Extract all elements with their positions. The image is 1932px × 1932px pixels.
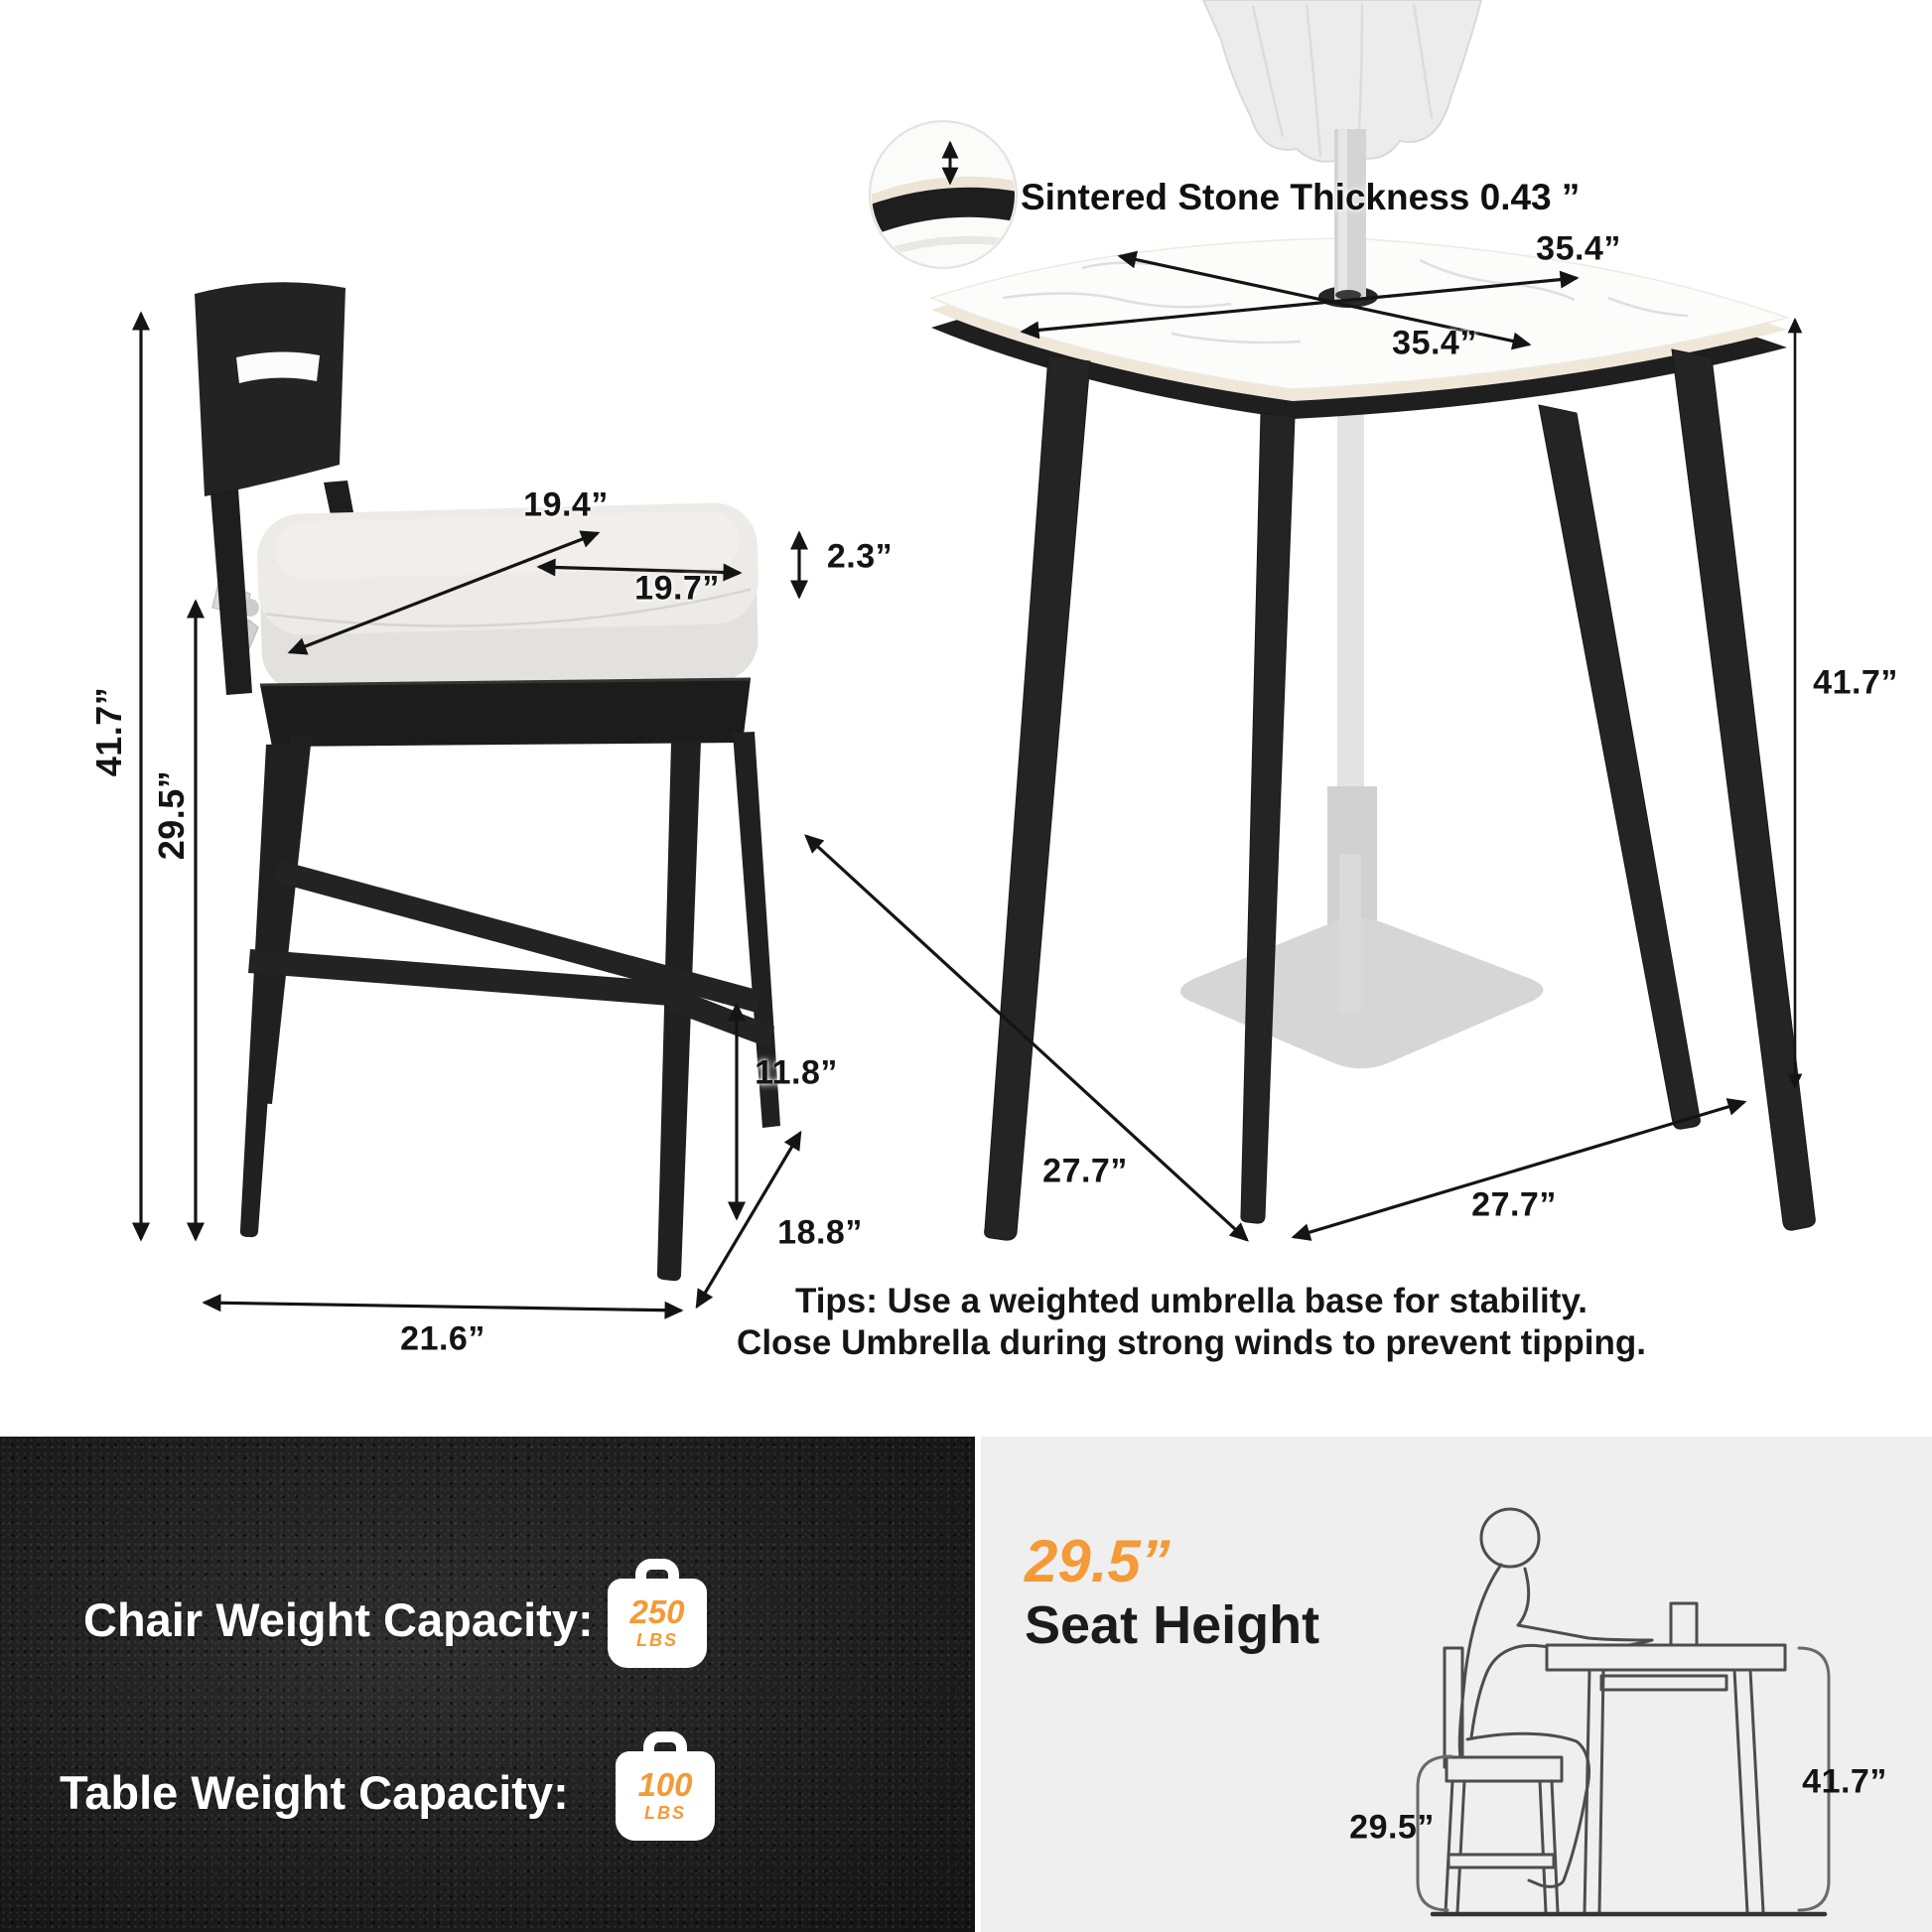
tips-line-1: Tips: Use a weighted umbrella base for stability.: [794, 1282, 1588, 1320]
table-capacity-label: Table Weight Capacity:: [60, 1766, 569, 1819]
chair-capacity-value: 250: [629, 1593, 685, 1630]
figure-stool-seat: [1447, 1757, 1562, 1781]
table-capacity-badge: [616, 1731, 715, 1841]
figure-table: [1547, 1603, 1785, 1912]
dim-label-chair-height: 41.7”: [88, 686, 129, 777]
chair-capacity-unit: LBS: [636, 1630, 678, 1650]
tips-line-2: Close Umbrella during strong winds to prevent tipping.: [737, 1323, 1646, 1362]
figure-table-height-label: 41.7”: [1802, 1762, 1887, 1801]
dim-arrow-chair-width: [205, 1303, 681, 1311]
dim-label-chair-seat-height: 29.5”: [151, 769, 192, 861]
figure-person: [1459, 1509, 1652, 1886]
seat-height-label: Seat Height: [1025, 1595, 1320, 1655]
dim-label-chair-width: 21.6”: [400, 1319, 485, 1358]
table-capacity-unit: LBS: [644, 1803, 686, 1823]
weight-capacity-panel: [0, 1437, 975, 1932]
footrest-stretchers: [248, 860, 774, 1048]
dim-label-cushion-back: 19.4”: [523, 485, 609, 524]
table-capacity-value: 100: [637, 1766, 693, 1803]
tips-note: [695, 1281, 1688, 1364]
dim-label-table-base-width: 27.7”: [1471, 1185, 1557, 1224]
thickness-note: Sintered Stone Thickness 0.43 ”: [1021, 177, 1581, 217]
seat-height-figure: [981, 1437, 1932, 1932]
figure-stool-height-label: 29.5”: [1349, 1808, 1435, 1847]
dim-label-table-base-depth: 27.7”: [1042, 1152, 1128, 1190]
dim-label-table-height: 41.7”: [1813, 663, 1898, 702]
dim-label-table-top-width: 35.4”: [1536, 229, 1621, 268]
chair-capacity-badge: [608, 1559, 707, 1668]
dim-label-cushion-front: 19.7”: [634, 569, 720, 608]
thickness-detail-circle: [860, 121, 1027, 268]
dim-label-table-top-depth: 35.4”: [1392, 324, 1477, 362]
dim-label-footrest-height: 11.8”: [755, 1053, 838, 1092]
dim-label-chair-depth: 18.8”: [777, 1213, 863, 1252]
seat-height-value: 29.5”: [1025, 1528, 1171, 1594]
table-legs: [985, 349, 1816, 1240]
bar-stool-illustration: [195, 282, 780, 1281]
chair-capacity-label: Chair Weight Capacity:: [83, 1593, 594, 1646]
umbrella-base: [1180, 387, 1544, 1068]
dim-label-cushion-thickness: 2.3”: [826, 537, 894, 576]
